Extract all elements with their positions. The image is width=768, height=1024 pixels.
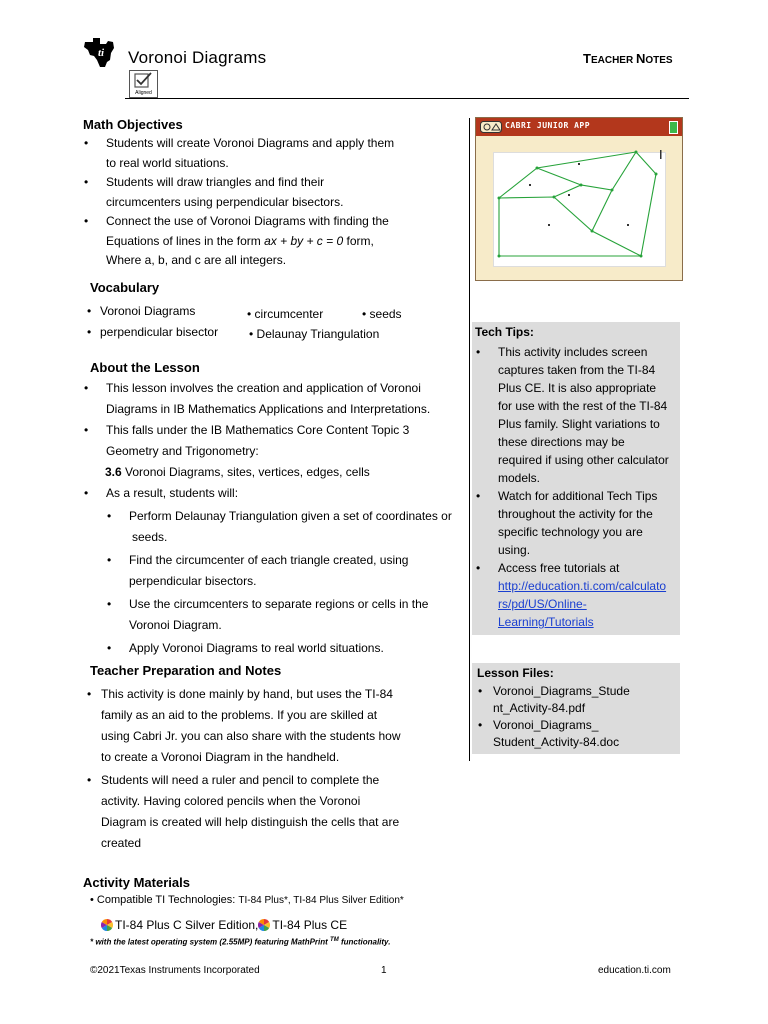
tech-tips-title: Tech Tips:: [475, 325, 534, 339]
screen-app-title: CABRI JUNIOR APP: [505, 121, 591, 130]
aligned-badge: [129, 70, 158, 98]
column-divider: [469, 118, 470, 761]
about-lesson-title: About the Lesson: [90, 360, 200, 375]
vocabulary-title: Vocabulary: [90, 280, 160, 295]
page-title: Voronoi Diagrams: [128, 48, 267, 67]
about-lesson-list: [83, 378, 469, 661]
tutorials-link[interactable]: http://education.ti.com/calculato rs/pd/US/Online- Learning/Tutorials: [498, 579, 667, 629]
list-item: • This activity includes screen captures taken from the TI-84 Plus CE. It is also appropriate for use with the rest of the TI-84 Plus family. Slight variations to these directions may be required if using other calculator models.: [475, 343, 680, 487]
list-item: • Students will need a ruler and pencil to complete the activity. Having colored pencils when the Voronoi Diagram is created will help distinguish the cells that are created: [86, 770, 466, 854]
models-line: TI-84 Plus C Silver Edition, TI-84 Plus CE: [101, 918, 347, 932]
list-item: • Students will draw triangles and find their circumcenters using perpendicular bisectors.: [83, 173, 463, 212]
vocabulary-col1: [86, 301, 246, 343]
lesson-file-pdf[interactable]: • Voronoi_Diagrams_Stude nt_Activity-84.pdf: [477, 683, 677, 717]
lesson-files-title: Lesson Files:: [477, 666, 554, 680]
svg-text:ti: ti: [98, 47, 105, 59]
footer-copyright: ©2021Texas Instruments Incorporated: [90, 965, 260, 976]
list-item: • This lesson involves the creation and application of Voronoi Diagrams in IB Mathematics Applications and Interpretations.: [83, 378, 469, 420]
list-item: • Find the circumcenter of each triangle created, using perpendicular bisectors.: [106, 550, 469, 592]
color-wheel-icon: [101, 919, 113, 931]
list-item: • This activity is done mainly by hand, but uses the TI-84 family as an aid to the problems. If you are skilled at using Cabri Jr. you can also share with the students how to create a Voronoi Diagram in the handheld.: [86, 684, 466, 768]
activity-materials-title: Activity Materials: [83, 875, 190, 890]
teacher-notes-label: TEACHER NOTES: [583, 51, 673, 66]
sub-list: [106, 506, 469, 659]
list-item: • Access free tutorials at http://education.ti.com/calculato rs/pd/US/Online- Learning/Tutorials: [475, 559, 680, 631]
lesson-file-doc[interactable]: • Voronoi_Diagrams_ Student_Activity-84.doc: [477, 717, 677, 751]
footer-page-number: 1: [381, 965, 387, 976]
lesson-files-list: [477, 683, 677, 751]
voronoi-diagram: [476, 118, 682, 280]
list-item: • Apply Voronoi Diagrams to real world situations.: [106, 638, 469, 659]
compatible-tech-line: • Compatible TI Technologies: TI-84 Plus*, TI-84 Plus Silver Edition*: [90, 894, 404, 906]
aligned-label: Aligned: [135, 90, 152, 96]
list-item: • As a result, students will: • Perform Delaunay Triangulation given a set of coordinates or seeds. • Find the circumcenter of each triangle created, using perpendicular bisectors. • Use the circumcenters to separate regions or cells in the Voronoi Diagram. • Apply Voronoi Diagrams to real world situations.: [83, 483, 469, 659]
teacher-prep-list: [86, 684, 466, 854]
teacher-prep-title: Teacher Preparation and Notes: [90, 663, 282, 678]
list-item: • Use the circumcenters to separate regions or cells in the Voronoi Diagram.: [106, 594, 469, 636]
math-objectives-title: Math Objectives: [83, 117, 183, 132]
list-item: • Students will create Voronoi Diagrams and apply them to real world situations.: [83, 134, 463, 173]
list-item: • This falls under the IB Mathematics Core Content Topic 3 Geometry and Trigonometry: 3.6 Voronoi Diagrams, sites, vertices, edges, cells: [83, 420, 469, 483]
list-item: • Watch for additional Tech Tips throughout the activity for the specific technology you are using.: [475, 487, 680, 559]
tech-tips-list: [475, 343, 680, 631]
vocab-term: • Delaunay Triangulation: [249, 327, 380, 341]
texas-instruments-logo: [83, 38, 115, 68]
header-rule: [125, 98, 689, 99]
os-footnote: * with the latest operating system (2.55MP) featuring MathPrint ™ functionality.: [90, 937, 391, 947]
checkmark-icon: [130, 71, 157, 90]
topic-number: 3.6: [105, 465, 122, 479]
math-objectives-list: [83, 134, 463, 271]
vocab-term: • perpendicular bisector: [86, 322, 246, 343]
color-wheel-icon: [258, 919, 270, 931]
list-item: • Connect the use of Voronoi Diagrams with finding the Equations of lines in the form ax + by + c = 0 form, Where a, b, and c are all integers.: [83, 212, 463, 271]
list-item: • Perform Delaunay Triangulation given a set of coordinates or seeds.: [106, 506, 469, 548]
vocab-term: • circumcenter: [247, 307, 324, 321]
calculator-screenshot: [475, 117, 683, 281]
vocab-term: • Voronoi Diagrams: [86, 301, 246, 322]
line-equation: ax + by + c = 0: [264, 233, 344, 248]
vocab-term: • seeds: [362, 307, 402, 321]
footer-site: education.ti.com: [598, 965, 671, 976]
